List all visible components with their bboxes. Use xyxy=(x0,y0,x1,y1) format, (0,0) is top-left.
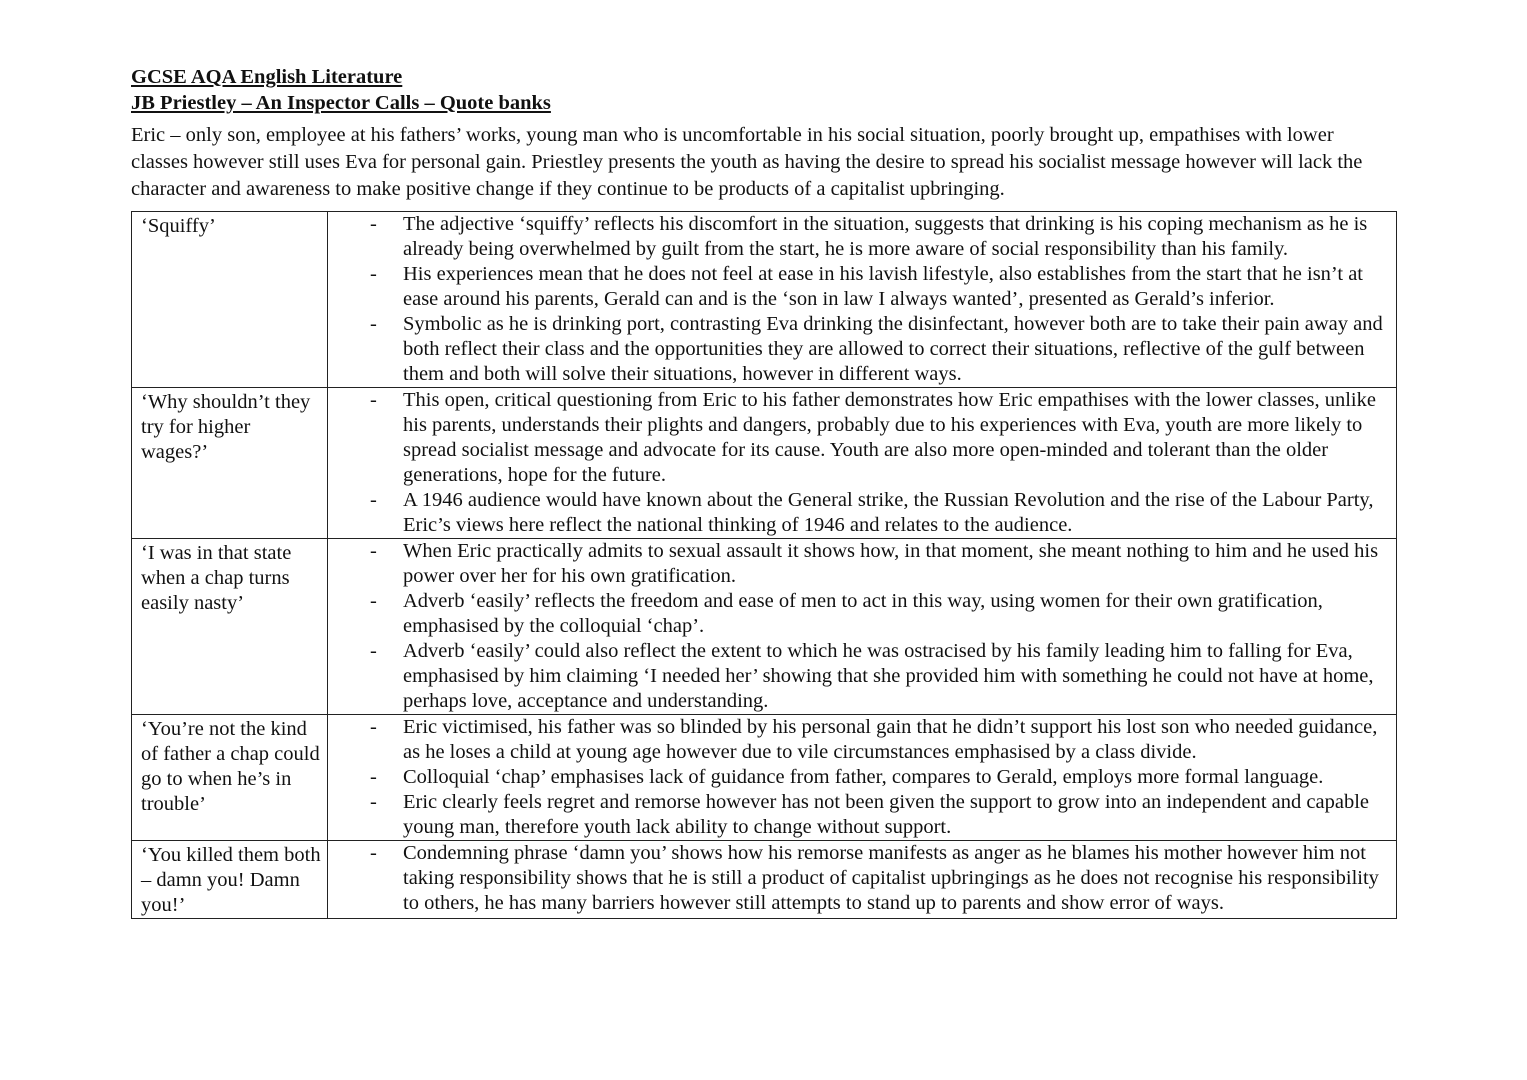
list-item: - Eric victimised, his father was so blinded by his personal gain that he didn’t support his lost son who needed guidance, as he loses a child at young age however due to vile circumstances emphasised by a class divide. xyxy=(328,715,1388,765)
list-item: - This open, critical questioning from Eric to his father demonstrates how Eric empathises with the lower classes, unlike his parents, understands their plights and dangers, probably due to his experiences with Eva, youth are more likely to spread socialist message and advocate for its cause. Youth are also more open-minded and tolerant than the older generations, hope for the future. xyxy=(328,388,1388,488)
quote-cell: ‘You killed them both – damn you! Damn you!’ xyxy=(132,841,328,919)
analysis-list xyxy=(328,841,1388,916)
analysis-cell xyxy=(328,841,1397,919)
list-item: - Condemning phrase ‘damn you’ shows how his remorse manifests as anger as he blames his mother however him not taking responsibility shows that he is still a product of capitalist upbringings as he does not recognise his responsibility to others, he has many barriers however still attempts to stand up to parents and show error of ways. xyxy=(328,841,1388,916)
analysis-list xyxy=(328,212,1388,387)
quote-bank-table xyxy=(131,211,1397,919)
quote-cell: ‘I was in that state when a chap turns easily nasty’ xyxy=(132,539,328,715)
quote-cell: ‘Why shouldn’t they try for higher wages?’ xyxy=(132,388,328,539)
table-row xyxy=(132,715,1397,841)
table-row xyxy=(132,388,1397,539)
document-page xyxy=(131,64,1397,919)
list-item: - The adjective ‘squiffy’ reflects his discomfort in the situation, suggests that drinking is his coping mechanism as he is already being overwhelmed by guilt from the start, he is more aware of social responsibility than his family. xyxy=(328,212,1388,262)
character-intro: Eric – only son, employee at his fathers’ works, young man who is uncomfortable in his social situation, poorly brought up, empathises with lower classes however still uses Eva for personal gain. Priestley presents the youth as having the desire to spread his socialist message however will lack the character and awareness to make positive change if they continue to be products of a capitalist upbringing. xyxy=(131,124,1363,200)
analysis-cell xyxy=(328,212,1397,388)
analysis-list xyxy=(328,715,1388,840)
list-item: - Colloquial ‘chap’ emphasises lack of guidance from father, compares to Gerald, employs more formal language. xyxy=(328,765,1388,790)
document-subtitle: JB Priestley – An Inspector Calls – Quote banks xyxy=(131,92,551,114)
list-item: - When Eric practically admits to sexual assault it shows how, in that moment, she meant nothing to him and he used his power over her for his own gratification. xyxy=(328,539,1388,589)
analysis-list xyxy=(328,388,1388,538)
analysis-cell xyxy=(328,388,1397,539)
list-item: - Symbolic as he is drinking port, contrasting Eva drinking the disinfectant, however both are to take their pain away and both reflect their class and the opportunities they are allowed to correct their situations, reflective of the gulf between them and both will solve their situations, however in different ways. xyxy=(328,312,1388,387)
analysis-cell xyxy=(328,715,1397,841)
analysis-cell xyxy=(328,539,1397,715)
quote-cell: ‘You’re not the kind of father a chap could go to when he’s in trouble’ xyxy=(132,715,328,841)
quote-cell: ‘Squiffy’ xyxy=(132,212,328,388)
list-item: - His experiences mean that he does not feel at ease in his lavish lifestyle, also establishes from the start that he isn’t at ease around his parents, Gerald can and is the ‘son in law I always wanted’, presented as Gerald’s inferior. xyxy=(328,262,1388,312)
list-item: - Adverb ‘easily’ could also reflect the extent to which he was ostracised by his family leading him to falling for Eva, emphasised by him claiming ‘I needed her’ showing that she provided him with something he could not have at home, perhaps love, acceptance and understanding. xyxy=(328,639,1388,714)
document-title: GCSE AQA English Literature xyxy=(131,66,403,88)
table-row xyxy=(132,841,1397,919)
table-row xyxy=(132,212,1397,388)
table-row xyxy=(132,539,1397,715)
list-item: - A 1946 audience would have known about the General strike, the Russian Revolution and the rise of the Labour Party, Eric’s views here reflect the national thinking of 1946 and relates to the audience. xyxy=(328,488,1388,538)
list-item: - Eric clearly feels regret and remorse however has not been given the support to grow into an independent and capable young man, therefore youth lack ability to change without support. xyxy=(328,790,1388,840)
list-item: - Adverb ‘easily’ reflects the freedom and ease of men to act in this way, using women for their own gratification, emphasised by the colloquial ‘chap’. xyxy=(328,589,1388,639)
analysis-list xyxy=(328,539,1388,714)
